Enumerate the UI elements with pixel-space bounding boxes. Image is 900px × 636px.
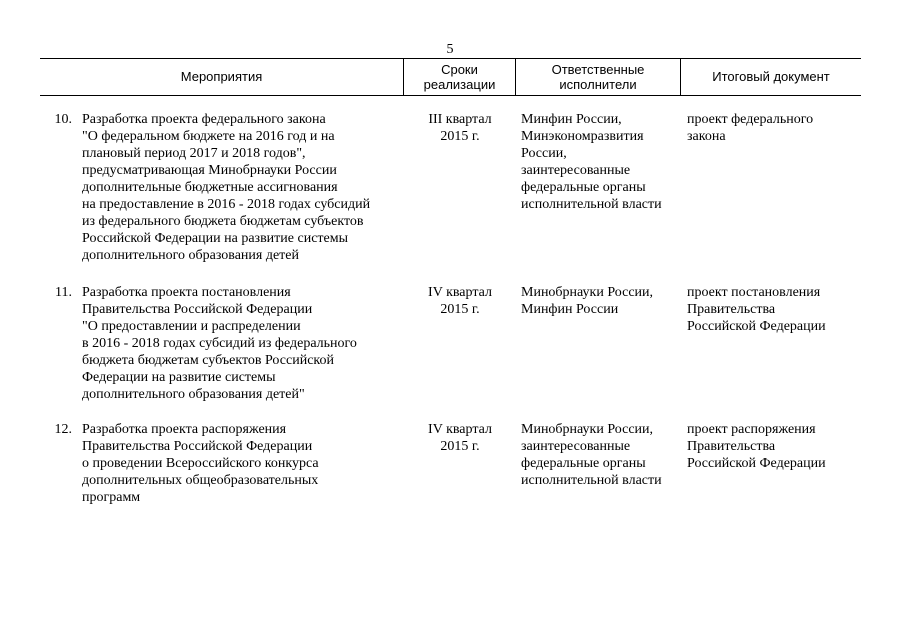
header-document xyxy=(681,58,861,95)
row-responsible: Минобрнауки России, Минфин России xyxy=(521,285,654,317)
row-document: проект федерального закона xyxy=(687,112,814,144)
row-number: 12. xyxy=(54,422,72,437)
row-term: IV квартал 2015 г. xyxy=(428,422,492,454)
header-event-label: Мероприятия xyxy=(180,69,263,84)
row-term: IV квартал 2015 г. xyxy=(428,285,492,317)
header-responsible-label: Ответственные исполнители xyxy=(551,61,645,92)
page-number: 5 xyxy=(446,42,454,57)
row-responsible: Минфин России, Минэкономразвития России, заинтересованные федеральные органы исполнительной власти xyxy=(521,112,662,212)
row-document: проект распоряжения Правительства Российской Федерации xyxy=(687,422,826,471)
row-event: Разработка проекта распоряжения Правительства Российской Федерации о проведении Всероссийского конкурса дополнительных общеобразовательных программ xyxy=(82,422,319,505)
row-responsible: Минобрнауки России, заинтересованные федеральные органы исполнительной власти xyxy=(521,422,662,488)
table-header-bottom-rule xyxy=(40,95,861,96)
row-event: Разработка проекта постановления Правительства Российской Федерации "О предоставлении и распределении в 2016 - 2018 годах субсидий из федерального бюджета бюджетам субъектов Российской Федерации на развитие системы дополнительного образования детей" xyxy=(82,285,357,402)
row-term: III квартал 2015 г. xyxy=(428,112,492,144)
header-term-label: Сроки реализации xyxy=(423,61,496,92)
row-document: проект постановления Правительства Российской Федерации xyxy=(687,285,826,334)
row-number: 11. xyxy=(55,285,72,300)
header-event xyxy=(40,58,403,95)
row-number: 10. xyxy=(54,112,72,127)
row-event: Разработка проекта федерального закона "О федеральном бюджете на 2016 год и на плановый период 2017 и 2018 годов", предусматривающая Минобрнауки России дополнительные бюджетные ассигнования на предоставление в 2016 - 2018 годах субсидий из федерального бюджета бюджетам субъектов Российской Федерации на развитие системы дополнительного образования детей xyxy=(82,112,371,263)
header-responsible xyxy=(516,58,680,95)
header-term xyxy=(404,58,515,95)
header-document-label: Итоговый документ xyxy=(712,69,830,84)
